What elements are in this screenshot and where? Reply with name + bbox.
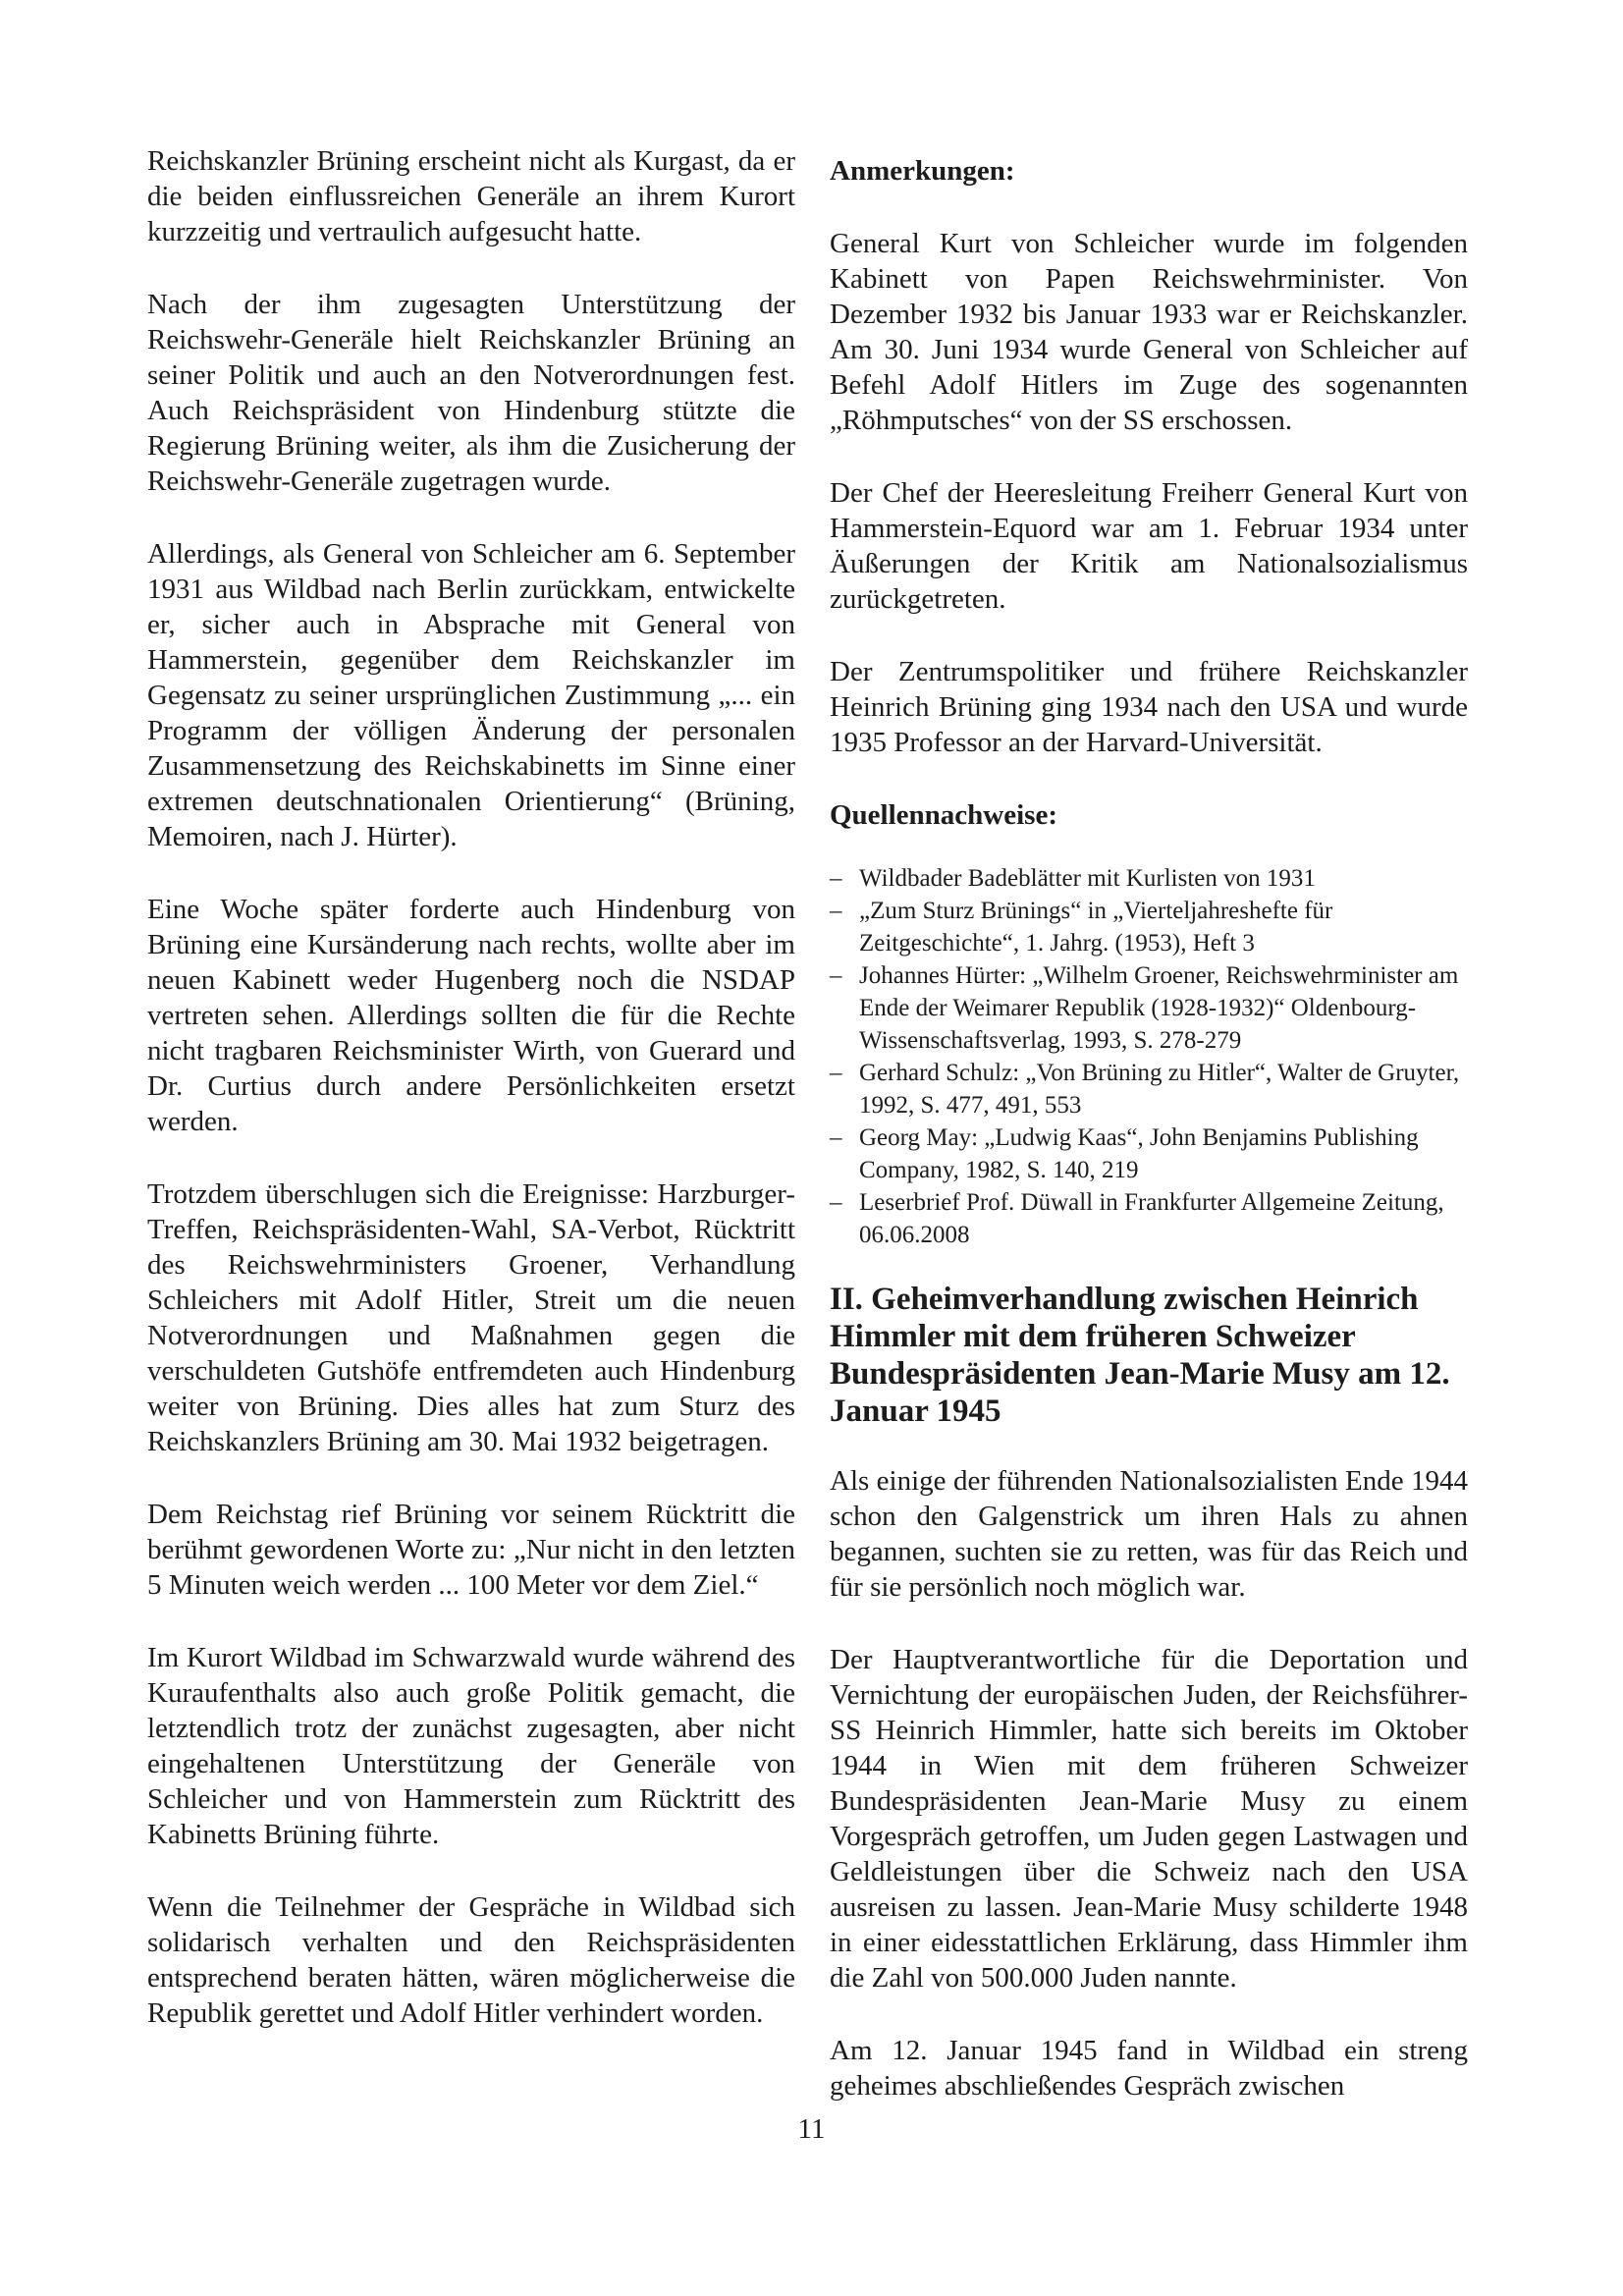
section-paragraph: Der Hauptverantwortliche für die Deportation und Vernichtung der europäischen Juden, der Reichsführer-SS Heinrich Himmler, hatte sich bereits im Oktober 1944 in Wien mit dem früheren Schweizer Bundespräsidenten Jean-Marie Musy zu einem Vorgespräch getroffen, um Juden gegen Lastwagen und Geldleistungen über die Schweiz nach den USA ausreisen zu lassen. Jean-Marie Musy schilderte 1948 in einer eidesstattlichen Erklärung, dass Himmler ihm die Zahl von 500.000 Juden nannte. <box>830 1644 1468 1994</box>
source-item <box>830 862 1468 895</box>
source-text: Georg May: „Ludwig Kaas“, John Benjamins Publishing Company, 1982, S. 140, 219 <box>859 1124 1419 1183</box>
paragraph: Nach der ihm zugesagten Unterstützung der Reichswehr-Generäle hielt Reichskanzler Brüning an seiner Politik und auch an den Notverordnungen fest. Auch Reichspräsident von Hindenburg stützte die Regierung Brüning weiter, als ihm die Zusicherung der Reichswehr-Generäle zugetragen wurde. <box>147 289 795 497</box>
dash-bullet-icon: – <box>830 1189 842 1216</box>
section-paragraph: Am 12. Januar 1945 fand in Wildbad ein streng geheimes abschließendes Gespräch zwischen <box>830 2035 1468 2102</box>
dash-bullet-icon: – <box>830 865 842 892</box>
dash-bullet-icon: – <box>830 1124 842 1151</box>
paragraph: Reichskanzler Brüning erscheint nicht als Kurgast, da er die beiden einflussreichen Generäle an ihrem Kurort kurzzeitig und vertraulich aufgesucht hatte. <box>147 145 795 247</box>
paragraph: Allerdings, als General von Schleicher am 6. September 1931 aus Wildbad nach Berlin zurückkam, entwickelte er, sicher auch in Absprache mit General von Hammerstein, gegenüber dem Reichskanzler im Gegensatz zu seiner ursprünglichen Zustimmung „... ein Programm der völligen Änderung der personalen Zusammensetzung des Reichskabinetts im Sinne einer extremen deutschnationalen Orientierung“ (Brüning, Memoiren, nach J. Hürter). <box>147 538 795 852</box>
source-item <box>830 1057 1468 1121</box>
page-number: 11 <box>797 2113 826 2145</box>
sources-heading: Quellennachweise: <box>830 799 1057 831</box>
dash-bullet-icon: – <box>830 1060 842 1086</box>
dash-bullet-icon: – <box>830 898 842 924</box>
note-paragraph: Der Zentrumspolitiker und frühere Reichskanzler Heinrich Brüning ging 1934 nach den USA und wurde 1935 Professor an der Harvard-Universität. <box>830 656 1468 758</box>
paragraph: Eine Woche später forderte auch Hindenburg von Brüning eine Kursänderung nach rechts, wollte aber im neuen Kabinett weder Hugenberg noch die NSDAP vertreten sehen. Allerdings sollten die für die Rechte nicht tragbaren Reichsminister Wirth, von Guerard und Dr. Curtius durch andere Persönlichkeiten ersetzt werden. <box>147 894 795 1137</box>
source-item <box>830 1121 1468 1186</box>
section-heading: II. Geheimverhandlung zwischen Heinrich Himmler mit dem früheren Schweizer Bundespräsidenten Jean-Marie Musy am 12. Januar 1945 <box>830 1282 1450 1429</box>
source-text: Gerhard Schulz: „Von Brüning zu Hitler“, Walter de Gruyter, 1992, S. 477, 491, 553 <box>859 1060 1460 1119</box>
source-text: Wildbader Badeblätter mit Kurlisten von 1931 <box>859 865 1316 892</box>
paragraph: Wenn die Teilnehmer der Gespräche in Wildbad sich solidarisch verhalten und den Reichspräsidenten entsprechend beraten hätten, wären möglicherweise die Republik gerettet und Adolf Hitler verhindert worden. <box>147 1891 795 2029</box>
paragraph: Trotzdem überschlugen sich die Ereignisse: Harzburger-Treffen, Reichspräsidenten-Wahl, SA-Verbot, Rücktritt des Reichswehrministers Groener, Verhandlung Schleichers mit Adolf Hitler, Streit um die neuen Notverordnungen und Maßnahmen gegen die verschuldeten Gutshöfe entfremdeten auch Hindenburg weiter von Brüning. Dies alles hat zum Sturz des Reichskanzlers Brüning am 30. Mai 1932 beigetragen. <box>147 1178 795 1457</box>
source-item <box>830 1186 1468 1251</box>
source-text: „Zum Sturz Brünings“ in „Vierteljahreshefte für Zeitgeschichte“, 1. Jahrg. (1953), Heft 3 <box>859 898 1333 957</box>
notes-heading: Anmerkungen: <box>830 155 1015 187</box>
sources-list <box>830 862 1468 1251</box>
source-item <box>830 959 1468 1057</box>
section-paragraph: Als einige der führenden Nationalsozialisten Ende 1944 schon den Galgenstrick um ihren Hals zu ahnen begannen, suchten sie zu retten, was für das Reich und für sie persönlich noch möglich war. <box>830 1465 1468 1603</box>
paragraph: Im Kurort Wildbad im Schwarzwald wurde während des Kuraufenthalts also auch große Politik gemacht, die letztendlich trotz der zunächst zugesagten, aber nicht eingehaltenen Unterstützung der Generäle von Schleicher und von Hammerstein zum Rücktritt des Kabinetts Brüning führte. <box>147 1642 795 1850</box>
dash-bullet-icon: – <box>830 962 842 989</box>
note-paragraph: Der Chef der Heeresleitung Freiherr General Kurt von Hammerstein-Equord war am 1. Februar 1934 unter Äußerungen der Kritik am Nationalsozialismus zurückgetreten. <box>830 477 1468 615</box>
left-column <box>147 143 795 2068</box>
source-item <box>830 895 1468 959</box>
right-column <box>830 143 1468 2141</box>
source-text: Johannes Hürter: „Wilhelm Groener, Reichswehrminister am Ende der Weimarer Republik (1928-1932)“ Oldenbourg-Wissenschaftsverlag, 1993, S. 278-279 <box>859 962 1459 1054</box>
source-text: Leserbrief Prof. Düwall in Frankfurter Allgemeine Zeitung, 06.06.2008 <box>859 1189 1444 1248</box>
note-paragraph: General Kurt von Schleicher wurde im folgenden Kabinett von Papen Reichswehrminister. Von Dezember 1932 bis Januar 1933 war er Reichskanzler. Am 30. Juni 1934 wurde General von Schleicher auf Befehl Adolf Hitlers im Zuge des sogenannten „Röhmputsches“ von der SS erschossen. <box>830 228 1468 436</box>
paragraph: Dem Reichstag rief Brüning vor seinem Rücktritt die berühmt gewordenen Worte zu: „Nur nicht in den letzten 5 Minuten weich werden ... 100 Meter vor dem Ziel.“ <box>147 1499 795 1601</box>
